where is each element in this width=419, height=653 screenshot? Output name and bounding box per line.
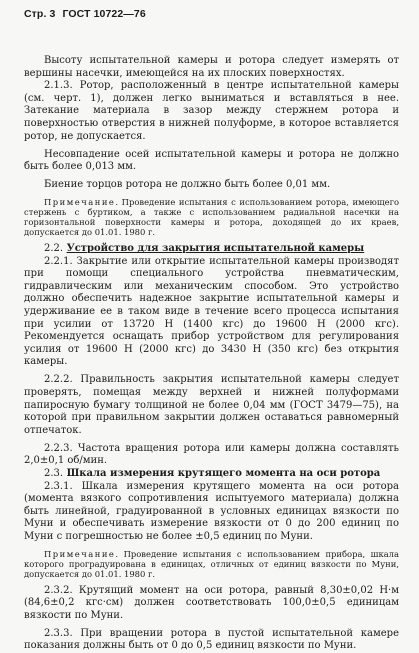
note-label: Примечание [44,549,116,560]
section-title: Шкала измерения крутящего момента на оси ротора [66,468,381,480]
note-text: . Проведение испытания с использованием прибора, шкала которого проградуирована в единицах, отличных от единиц вязкости по Муни, допускается до 01.01. 1980 г. [24,549,399,580]
paragraph-2-3-2: 2.3.2. Крутящий момент на оси ротора, равный 8,30±0,02 Н·м (84,6±0,2 кгс·см) должен соответствовать 100,0±0,5 единицам вязкости по Муни. [24,584,399,621]
paragraph-axis-mismatch: Несовпадение осей испытательной камеры и ротора не должно быть более 0,013 мм. [24,148,399,173]
section-heading-2-3 [24,468,399,481]
paragraph-2-2-2: 2.2.2. Правильность закрытия испытательной камеры следует проверять, помещая между верхней и нижней полуформами папиросную бумагу толщиной не более 0,04 мм (ГОСТ 3479—75), на которой при правильном закрытии должен оставаться равномерный отпечаток. [24,374,399,436]
paragraph-2-3-3: 2.3.3. При вращении ротора в пустой испытательной камере показания должны быть от 0 до 0,5 единиц вязкости по Муни. [24,627,399,652]
page-content [24,55,399,653]
paragraph-2-2-1: 2.2.1. Закрытие или открытие испытательной камеры производят при помощи специального устройства пневматическим, гидравлическим или механическим способом. Это устройство должно обеспечить надежное закрытие испытательной камеры и удерживание ее в таком виде в течение всего процесса испытания при усилии от 13720 Н (1400 кгс) до 19600 Н (2000 кгс). Рекомендуется оснащать прибор устройством для регулирования усилия от 19600 Н (2000 кгс) до 3430 Н (350 кгс) без открытия камеры. [24,255,399,368]
note-label: Примечание [44,197,116,208]
section-heading-2-2 [24,243,399,256]
section-number: 2.3. [44,468,64,480]
paragraph-2-2-3: 2.2.3. Частота вращения ротора или камеры должна составлять 2,0±0,1 об/мин. [24,442,399,467]
note-1 [24,197,399,237]
section-title: Устройство для закрытия испытательной камеры [66,242,365,254]
note-2 [24,549,399,579]
paragraph-2-3-1: 2.3.1. Шкала измерения крутящего момента на оси ротора (момента вязкого сопротивления испытуемого материала) должна быть линейной, градуированной в условных единицах вязкости по Муни и обеспечивать измерение вязкости от 0 до 200 единиц по Муни с погрешностью не более ±0,5 единиц по Муни. [24,480,399,542]
paragraph-height-measure: Высоту испытательной камеры и ротора следует измерять от вершины насечки, имеющейся на их плоских поверхностях. [24,55,399,79]
note-text: . Проведение испытания с использованием ротора, имеющего стержень с буртиком, а также с использованием радиальной насечки на горизонтальной поверхности камеры и ротора, доходящей до их краев, допускается до 01.01. 1980 г. [24,197,399,238]
page-number: Стр. 3 [24,8,56,20]
standard-code: ГОСТ 10722—76 [62,8,146,20]
paragraph-2-1-3: 2.1.3. Ротор, расположенный в центре испытательной камеры (см. черт. 1), должен легко выниматься и вставляться в нее. Затекание материала в зазор между стержнем ротора и поверхностью отверстия в нижней полуформе, в которое вставляется ротор, не допускается. [24,80,399,142]
section-number: 2.2. [44,242,64,254]
paragraph-runout: Биение торцов ротора не должно быть более 0,01 мм. [44,179,331,191]
page-header [24,8,146,20]
